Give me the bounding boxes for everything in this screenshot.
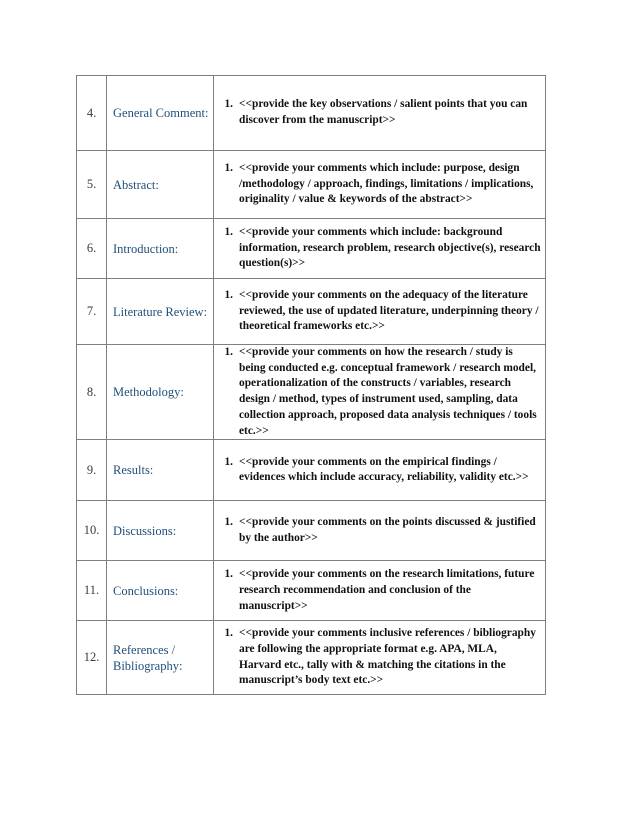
row-number: 6. <box>77 219 107 279</box>
list-item <box>214 455 541 486</box>
table-row-results <box>77 440 546 501</box>
section-label: Abstract: <box>107 151 214 219</box>
list-marker: 1. <box>224 568 233 581</box>
list-item <box>214 161 541 208</box>
row-number: 7. <box>77 279 107 345</box>
section-label: References / Bibliography: <box>107 621 214 695</box>
row-number: 10. <box>77 501 107 561</box>
list-marker: 1. <box>224 627 233 640</box>
table-row-references <box>77 621 546 695</box>
section-label: Conclusions: <box>107 561 214 621</box>
list-marker: 1. <box>224 98 233 111</box>
comment-cell[interactable] <box>214 76 546 151</box>
table-row-conclusions <box>77 561 546 621</box>
comment-cell[interactable] <box>214 219 546 279</box>
list-item <box>214 225 541 272</box>
list-marker: 1. <box>224 288 233 301</box>
table-row-methodology <box>77 345 546 440</box>
list-item <box>214 515 541 546</box>
list-item <box>214 288 541 335</box>
comment-prompt: <<provide your comments which include: background information, research problem, research objective(s), research question(s)>> <box>239 225 541 270</box>
list-item <box>214 345 541 439</box>
section-label: General Comment: <box>107 76 214 151</box>
section-label: Methodology: <box>107 345 214 440</box>
row-number: 11. <box>77 561 107 621</box>
list-marker: 1. <box>224 455 233 468</box>
list-item <box>214 97 541 128</box>
comment-cell[interactable] <box>214 151 546 219</box>
comment-prompt: <<provide your comments on the adequacy of the literature reviewed, the use of updated literature, underpinning theory / theoretical frameworks etc.>> <box>239 288 539 333</box>
comment-cell[interactable] <box>214 501 546 561</box>
list-item <box>214 567 541 614</box>
table-row-literature-review <box>77 279 546 345</box>
row-number: 5. <box>77 151 107 219</box>
row-number: 12. <box>77 621 107 695</box>
section-label: Introduction: <box>107 219 214 279</box>
list-marker: 1. <box>224 225 233 238</box>
comment-prompt: <<provide your comments on the empirical findings / evidences which include accuracy, reliability, validity etc.>> <box>239 455 529 484</box>
row-number: 8. <box>77 345 107 440</box>
table-row-introduction <box>77 219 546 279</box>
comment-prompt: <<provide your comments on the points discussed & justified by the author>> <box>239 516 536 544</box>
comment-prompt: <<provide the key observations / salient points that you can discover from the manuscript>> <box>239 98 528 126</box>
list-marker: 1. <box>224 161 233 174</box>
list-item <box>214 626 541 689</box>
section-label: Discussions: <box>107 501 214 561</box>
list-marker: 1. <box>224 346 233 358</box>
table-row-discussions <box>77 501 546 561</box>
table-row-abstract <box>77 151 546 219</box>
comment-cell[interactable] <box>214 561 546 621</box>
comment-prompt: <<provide your comments inclusive references / bibliography are following the appropriate format e.g. APA, MLA, Harvard etc., tally with & matching the citations in the manuscript’s body text etc.>> <box>239 627 536 687</box>
review-comments-table <box>76 75 546 695</box>
section-label: Results: <box>107 440 214 501</box>
row-number: 4. <box>77 76 107 151</box>
comment-prompt: <<provide your comments which include: purpose, design /methodology / approach, findings, limitations / implications, originality / value & keywords of the abstract>> <box>239 161 534 206</box>
comment-cell[interactable] <box>214 279 546 345</box>
comment-prompt: <<provide your comments on the research limitations, future research recommendation and conclusion of the manuscript>> <box>239 568 535 612</box>
section-label: Literature Review: <box>107 279 214 345</box>
comment-prompt: <<provide your comments on how the research / study is being conducted e.g. conceptual framework / research model, operationalization of the constructs / variables, research design / method, types of instrument used, sampling, data collection approach, proposed data analysis techniques / tools etc.>> <box>239 346 537 437</box>
row-number: 9. <box>77 440 107 501</box>
table-row-general-comment <box>77 76 546 151</box>
list-marker: 1. <box>224 516 233 529</box>
comment-cell[interactable] <box>214 440 546 501</box>
comment-cell[interactable] <box>214 345 546 440</box>
comment-cell[interactable] <box>214 621 546 695</box>
